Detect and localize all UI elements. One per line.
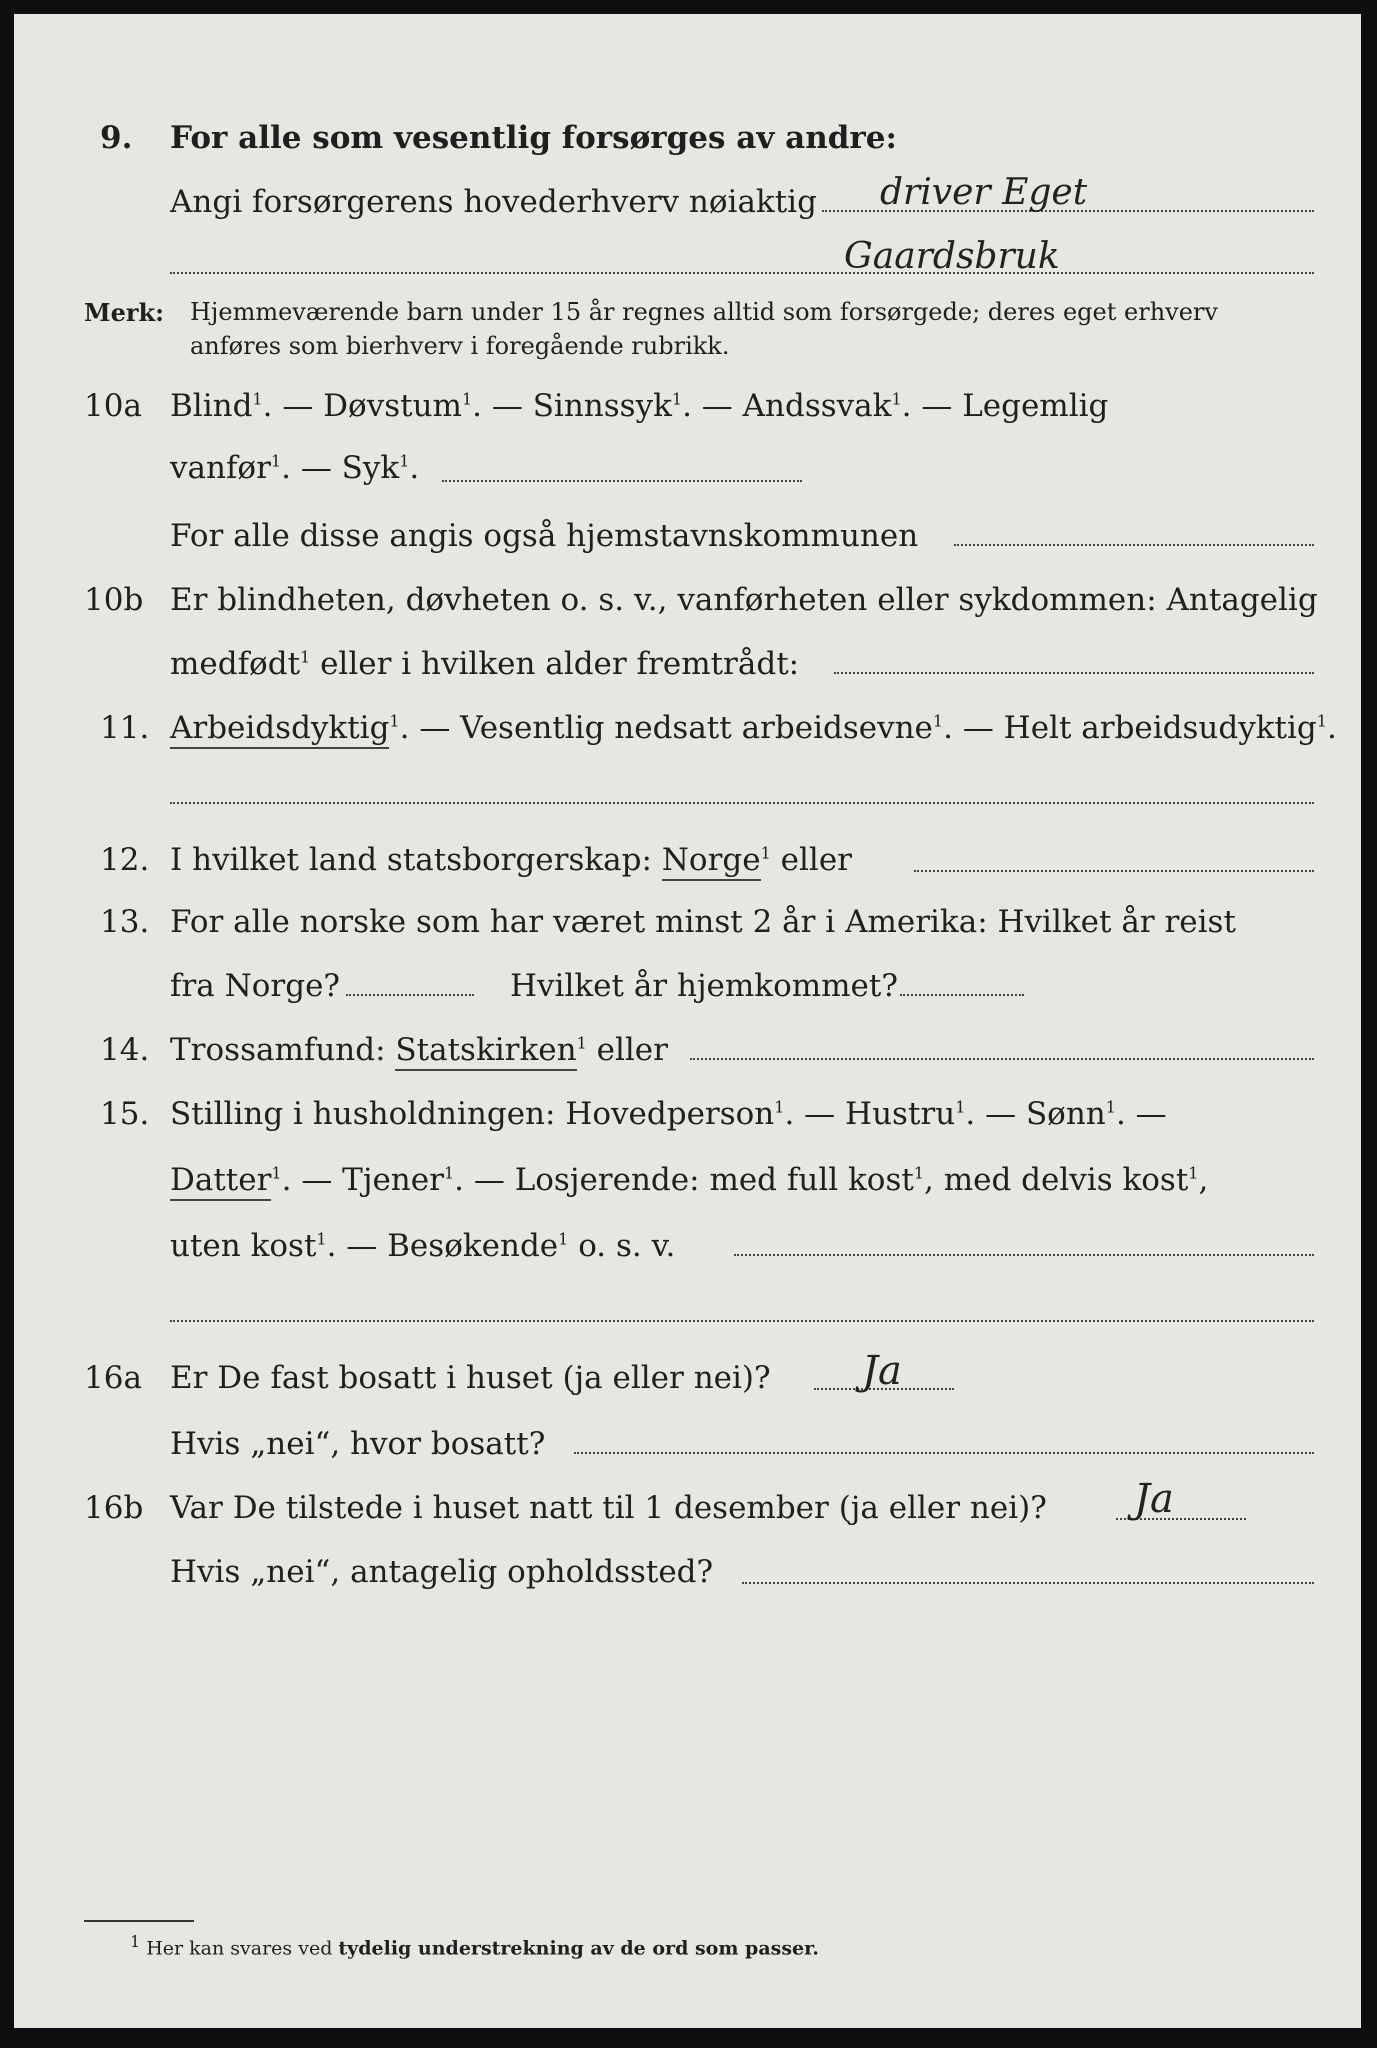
item-14-answer-line (690, 1058, 1314, 1060)
item-16b-followup-line (742, 1582, 1314, 1584)
item-10a-home-line (954, 544, 1314, 546)
option-uten-kost: uten kost (170, 1228, 317, 1264)
item-13-question-b: Hvilket år hjemkommet? (510, 968, 898, 1004)
item-10a-answer-line (442, 480, 802, 482)
item-13-answer-line-a (346, 994, 474, 996)
item-9-prompt: Angi forsørgerens hovederhverv nøiaktig (170, 184, 817, 220)
option-sinnssyk: Sinnssyk (532, 388, 672, 424)
item-16b-followup: Hvis „nei“, antagelig opholdssted? (170, 1554, 714, 1590)
item-16a-followup-line (574, 1452, 1314, 1454)
option-hovedperson: Hovedperson (565, 1096, 775, 1132)
option-udyktig: Helt arbeidsudyktig (1003, 710, 1317, 746)
item-12-line: I hvilket land statsborgerskap: Norge$^1$ eller (170, 842, 852, 878)
item-13-question-a: fra Norge? (170, 968, 341, 1004)
footnote-rule (84, 1920, 194, 1922)
footnote-text-b: tydelig understrekning av de ord som passer. (338, 1937, 820, 1960)
option-blind: Blind (170, 388, 253, 424)
item-16b-question: Var De tilstede i huset natt til 1 desember (ja eller nei)? (170, 1490, 1047, 1526)
item-16a-followup: Hvis „nei“, hvor bosatt? (170, 1426, 546, 1462)
item-16a-question: Er De fast bosatt i huset (ja eller nei)? (170, 1360, 771, 1396)
item-12-prompt: I hvilket land statsborgerskap: (170, 842, 652, 878)
footnote-marker: 1 (130, 1932, 141, 1951)
option-legemlig: Legemlig (962, 388, 1109, 424)
item-16a-number: 16a (84, 1360, 142, 1396)
item-11-number: 11. (100, 710, 150, 746)
item-13-answer-line-b (900, 994, 1024, 996)
item-10b-prompt: eller i hvilken alder fremtrådt: (320, 646, 800, 682)
item-14-eller: eller (596, 1032, 668, 1068)
item-9-heading: For alle som vesentlig forsørges av andre: (170, 120, 897, 156)
item-14-line: Trossamfund: Statskirken$^1$ eller (170, 1032, 668, 1068)
item-10a-prompt: For alle disse angis også hjemstavnskommunen (170, 518, 919, 554)
option-sonn: Sønn (1025, 1096, 1106, 1132)
option-hustru: Hustru (845, 1096, 956, 1132)
item-12-eller: eller (780, 842, 852, 878)
option-nedsatt: Vesentlig nedsatt arbeidsevne (460, 710, 933, 746)
item-9-answer-line-2 (170, 272, 1314, 274)
item-14-number: 14. (100, 1032, 150, 1068)
option-statskirken: Statskirken (395, 1032, 576, 1071)
item-10a-number: 10a (84, 388, 142, 424)
option-vanfor: vanfør (170, 450, 271, 486)
item-15-line-1: Stilling i husholdningen: Hovedperson$^1$. — Hustru$^1$. — Sønn$^1$. — (170, 1096, 1167, 1132)
item-15-answer-line-2 (170, 1320, 1314, 1322)
item-13-number: 13. (100, 904, 150, 940)
item-16b-handwritten-answer: Ja (1134, 1476, 1174, 1522)
item-13-line-1: For alle norske som har været minst 2 år i Amerika: Hvilket år reist (170, 904, 1236, 940)
note-line-1: Hjemmeværende barn under 15 år regnes alltid som forsørgede; deres eget erhverv (190, 298, 1218, 326)
item-10b-line-2: medfødt$^1$ eller i hvilken alder fremtrådt: (170, 646, 800, 682)
option-losjerende: Losjerende: (514, 1162, 700, 1198)
option-besokende: Besøkende (387, 1228, 559, 1264)
item-10b-line-1: Er blindheten, døvheten o. s. v., vanførheten eller sykdommen: Antagelig (170, 582, 1318, 618)
item-10a-line-1: Blind$^1$. — Døvstum$^1$. — Sinnssyk$^1$. — Andssvak$^1$. — Legemlig (170, 388, 1109, 424)
item-11-answer-line (170, 802, 1314, 804)
item-15-answer-line-1 (734, 1254, 1314, 1256)
item-16a-handwritten-answer: Ja (862, 1348, 902, 1394)
item-15-line-3: uten kost$^1$. — Besøkende$^1$ o. s. v. (170, 1228, 676, 1264)
option-medfodt: medfødt (170, 646, 301, 682)
item-14-prompt: Trossamfund: (170, 1032, 386, 1068)
item-9-number: 9. (100, 120, 133, 156)
option-norge: Norge (662, 842, 761, 881)
note-label: Merk: (84, 298, 164, 327)
option-arbeidsdyktig: Arbeidsdyktig (170, 710, 389, 749)
item-15-prompt: Stilling i husholdningen: (170, 1096, 556, 1132)
item-10b-answer-line (834, 672, 1314, 674)
item-10a-line-2: vanfør$^1$. — Syk$^1$. (170, 450, 420, 486)
item-10b-number: 10b (84, 582, 144, 618)
item-15-number: 15. (100, 1096, 150, 1132)
item-12-number: 12. (100, 842, 150, 878)
option-dovstum: Døvstum (323, 388, 462, 424)
option-andssvak: Andssvak (742, 388, 892, 424)
option-datter: Datter (170, 1162, 271, 1201)
note-line-2: anføres som bierhverv i foregående rubrikk. (190, 332, 730, 360)
item-16b-number: 16b (84, 1490, 144, 1526)
option-syk: Syk (341, 450, 400, 486)
census-form-page (14, 14, 1361, 2028)
item-15-line-2: Datter$^1$. — Tjener$^1$. — Losjerende: med full kost$^1$, med delvis kost$^1$, (170, 1162, 1208, 1198)
option-tjener: Tjener (342, 1162, 444, 1198)
item-15-osv: o. s. v. (578, 1228, 676, 1264)
footnote-text-a: Her kan svares ved (146, 1937, 333, 1960)
item-9-handwritten-answer-2: Gaardsbruk (844, 236, 1060, 277)
option-delvis-kost: med delvis kost (943, 1162, 1189, 1198)
item-11-line: Arbeidsdyktig$^1$. — Vesentlig nedsatt arbeidsevne$^1$. — Helt arbeidsudyktig$^1$. (170, 710, 1337, 746)
item-9-handwritten-answer-1: driver Eget (880, 172, 1088, 213)
footnote (130, 1932, 819, 1959)
option-full-kost: med full kost (709, 1162, 914, 1198)
item-12-answer-line (914, 870, 1314, 872)
